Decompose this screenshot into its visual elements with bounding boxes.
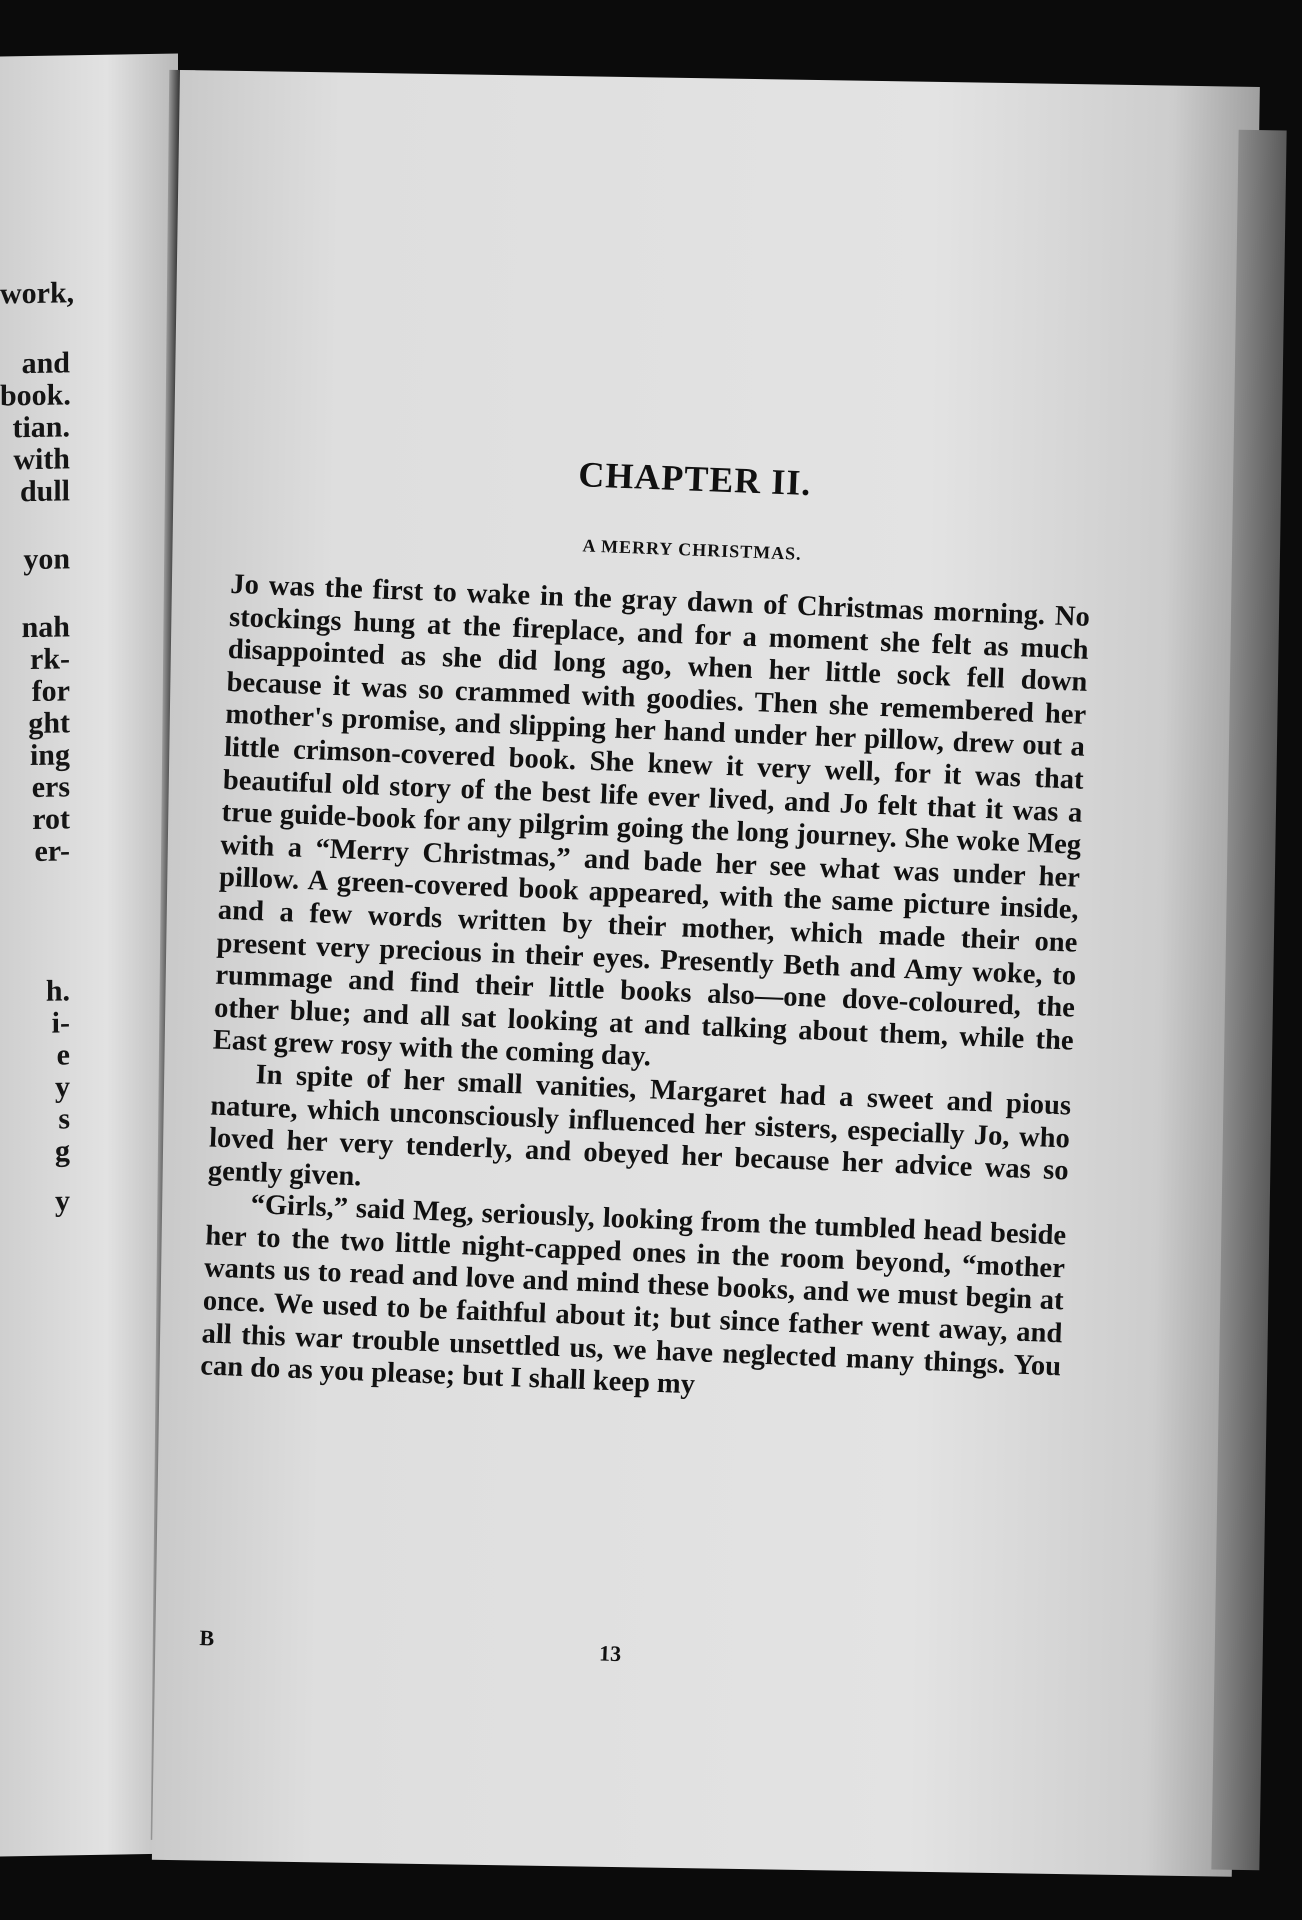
chapter-title: CHAPTER II. bbox=[577, 454, 813, 504]
paragraph: In spite of her small vanities, Margaret had a sweet and pious nature, which unconsciously influenced her sisters, especially Jo, who loved her very tenderly, and obeyed her because her advice was so gently given. bbox=[207, 1059, 1072, 1193]
left-page-fragment: yon bbox=[23, 542, 70, 577]
left-page-fragment: ing bbox=[29, 738, 70, 773]
left-page-fragment: ers bbox=[31, 770, 70, 805]
left-page-fragment: nah bbox=[21, 610, 70, 645]
paragraph: Jo was the first to wake in the gray dawn of Christmas morning. No stockings hung at the fireplace, and for a moment she felt as much disappointed as she did long ago, when her little sock fell down because it was so crammed with goodies. Then she remembered her mother's promise, and slipping her hand under her pillow, drew out a little crimson-covered book. She knew it very well, for it was that beautiful old story of the best life ever lived, and Jo felt that it was a true guide-book for any pilgrim going the long journey. She woke Meg with a “Merry Christmas,” and bade her see what was under her pillow. A green-covered book appeared, with the same picture inside, and a few words written by their mother, which made their one present very precious in their eyes. Presently Beth and Amy woke, to rummage and find their little books also—one dove-coloured, the other blue; and all sat looking at and talking about them, while the East grew rosy with the coming day. bbox=[212, 568, 1091, 1073]
left-page-fragment: for bbox=[31, 674, 70, 709]
left-page-fragment: tian. bbox=[12, 410, 70, 445]
left-page-fragment: s bbox=[58, 1102, 70, 1136]
left-page-fragment: i- bbox=[51, 1006, 70, 1040]
left-page bbox=[0, 53, 178, 1856]
page-text-block bbox=[200, 440, 1096, 1416]
left-page-fragment: ght bbox=[28, 706, 70, 741]
left-page-fragment: book. bbox=[0, 378, 71, 413]
left-page-fragment: dull bbox=[19, 474, 70, 509]
left-page-fragment: work, bbox=[0, 276, 75, 311]
left-page-fragment: g bbox=[55, 1134, 70, 1168]
page-number: 13 bbox=[598, 1640, 622, 1667]
left-page-fragment: rot bbox=[32, 802, 70, 836]
left-page-fragment: rk- bbox=[30, 642, 70, 677]
left-page-fragment: h. bbox=[45, 974, 70, 1008]
left-page-fragment: e bbox=[56, 1038, 70, 1072]
chapter-subtitle: A MERRY CHRISTMAS. bbox=[582, 535, 803, 564]
left-page-fragment: with bbox=[13, 442, 70, 477]
left-page-fragment: y bbox=[55, 1184, 70, 1218]
left-page-fragment: and bbox=[21, 346, 70, 381]
paragraph: “Girls,” said Meg, seriously, looking from the tumbled head beside her to the two little night-capped ones in the room beyond, “mother wants us to read and love and mind these books, and we must begin at once. We used to be faithful about it; but since father went away, and all this war trouble unsettled us, we have neglected many things. You can do as you please; but I shall keep my bbox=[199, 1189, 1067, 1401]
left-page-fragment: er- bbox=[34, 834, 70, 868]
signature-mark: B bbox=[199, 1625, 215, 1651]
left-page-fragment: y bbox=[55, 1070, 70, 1104]
